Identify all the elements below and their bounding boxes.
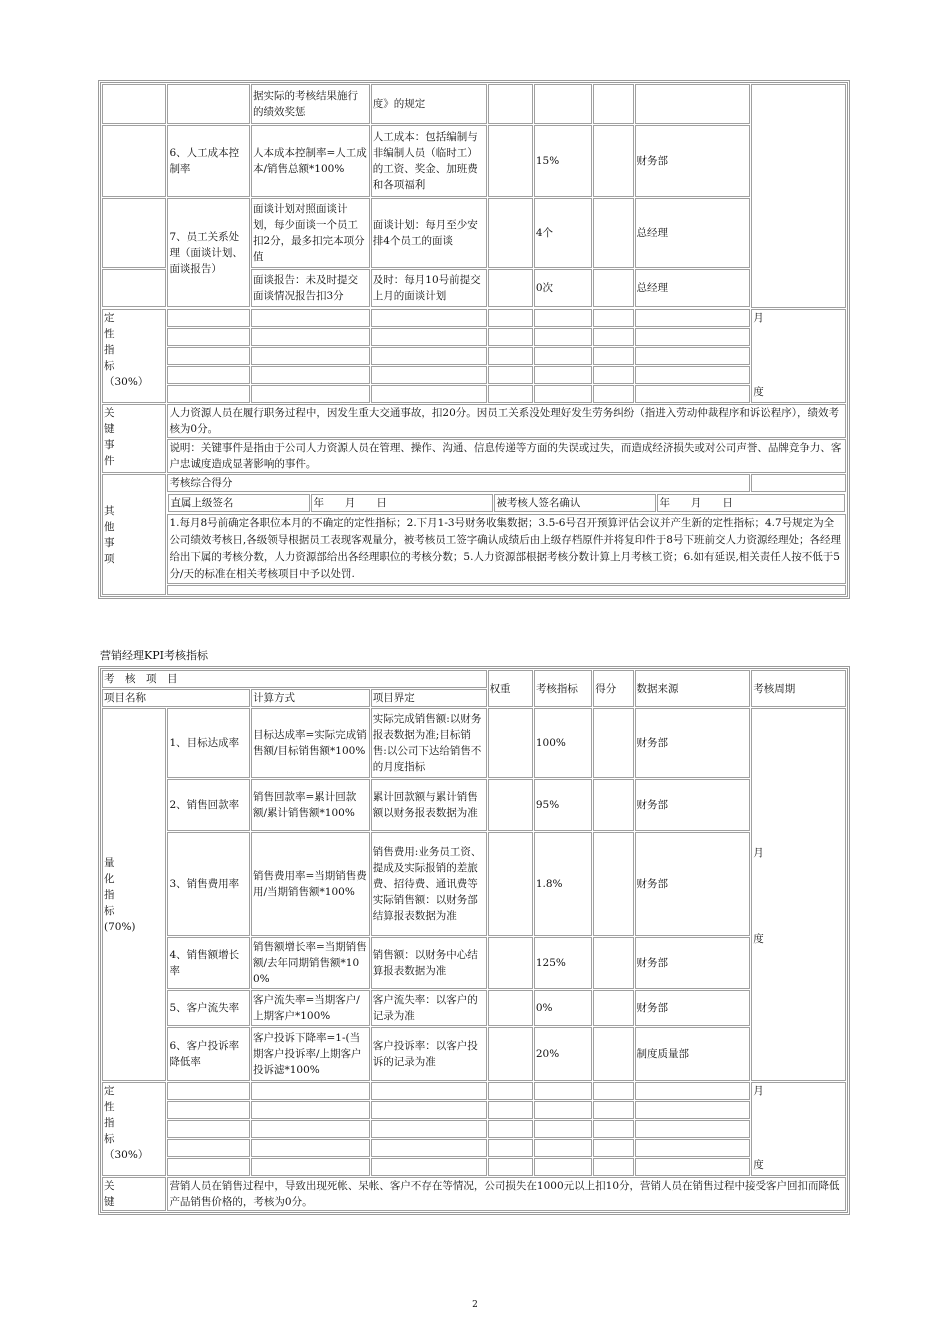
item-name: 4、销售额增长率	[167, 937, 250, 989]
label-line: 关	[104, 1180, 115, 1192]
scope-cell: 实际完成销售额:以财务报表数据为准;目标销售:以公司下达给销售不的月度指标	[371, 708, 487, 778]
table-row	[102, 474, 846, 492]
weight-cell	[488, 779, 533, 831]
target-cell: 20%	[534, 1027, 592, 1081]
label-line: 事	[104, 536, 115, 549]
date-field: 年 月 日	[657, 494, 845, 512]
score-cell	[593, 832, 633, 936]
table-row	[102, 493, 846, 513]
scope-cell: 客户流失率：以客户的记录为准	[371, 990, 487, 1026]
method-cell: 面谈计划对照面谈计划，每少面谈一个员工扣2分，最多扣完本项分值	[251, 198, 370, 268]
header-scope: 项目界定	[371, 689, 487, 707]
score-cell	[593, 937, 633, 989]
method-cell: 人本成本控制率=人工成本/销售总额*100%	[251, 125, 370, 197]
cell	[534, 84, 592, 124]
score-cell	[593, 1027, 633, 1081]
table-row	[102, 404, 846, 438]
page-number: 2	[472, 1300, 478, 1310]
weight-cell	[488, 198, 533, 268]
item-name: 7、员工关系处理（面谈计划、面谈报告）	[167, 198, 250, 307]
label-line: 性	[104, 1101, 115, 1113]
label-line: 性	[104, 328, 115, 340]
weight-cell	[488, 1027, 533, 1081]
item-name: 5、客户流失率	[167, 990, 250, 1026]
table-row	[102, 1177, 846, 1211]
weight-cell	[488, 708, 533, 778]
scope-text: 销售费用:业务员工资、提成及实际报销的差旅费、招待费、通讯费等	[372, 846, 482, 890]
method-cell: 据实际的考核结果施行的绩效奖惩	[251, 84, 370, 124]
scope-cell: 度》的规定	[371, 84, 487, 124]
cell	[635, 84, 751, 124]
score-cell	[593, 990, 633, 1026]
weight-cell	[488, 269, 533, 307]
weight-cell	[488, 125, 533, 197]
score-cell	[593, 708, 633, 778]
period-top: 月	[753, 847, 764, 859]
table-row	[102, 1082, 846, 1100]
key-event-text: 人力资源人员在履行职务过程中，因发生重大交通事故，扣20分。因员工关系没处理好发生劳务纠纷（指进入劳动仲裁程序和诉讼程序），绩效考核为0分。	[167, 404, 846, 438]
label-line: 量	[104, 856, 115, 869]
source-cell: 总经理	[635, 198, 751, 268]
label-line: 他	[104, 520, 115, 533]
label-line: 定	[104, 312, 115, 324]
cell	[593, 84, 633, 124]
header-method: 计算方式	[251, 689, 370, 707]
label-line: 指	[104, 1117, 115, 1129]
target-cell: 1.8%	[534, 832, 592, 936]
cell	[167, 84, 250, 124]
total-score-label: 考核综合得分	[167, 474, 750, 492]
source-cell: 财务部	[635, 125, 751, 197]
header-source: 数据来源	[635, 670, 751, 707]
method-cell: 面谈报告：未及时提交面谈情况报告扣3分	[251, 269, 370, 307]
method-cell: 客户流失率=当期客户/上期客户*100%	[251, 990, 370, 1026]
header-score: 得分	[593, 670, 633, 707]
cell	[102, 269, 166, 307]
label-line: 键	[104, 1196, 115, 1208]
label-line: 关	[104, 407, 115, 419]
table-row	[102, 708, 846, 778]
qual-label	[102, 309, 166, 403]
header-weight: 权重	[488, 670, 533, 707]
hr-kpi-table	[98, 80, 850, 599]
label-line: （30%）	[104, 376, 149, 388]
date-field: 年 月 日	[311, 494, 493, 512]
label-line: 标	[104, 1133, 115, 1145]
source-cell: 财务部	[635, 937, 751, 989]
score-cell	[593, 125, 633, 197]
table-row	[102, 439, 846, 473]
table-row	[102, 990, 846, 1026]
label-line: 指	[104, 888, 115, 901]
table-row	[102, 125, 846, 197]
method-cell: 目标达成率=实际完成销售额/目标销售额*100%	[251, 708, 370, 778]
period-cell	[751, 84, 846, 308]
table-row	[102, 198, 846, 268]
period-bottom: 度	[753, 933, 764, 945]
cell	[102, 198, 166, 268]
score-cell	[593, 269, 633, 307]
source-cell: 财务部	[635, 990, 751, 1026]
period-top: 月	[753, 312, 764, 324]
qual-label	[102, 1082, 166, 1176]
notes-text: 1.每月8号前确定各职位本月的不确定的定性指标；2.下月1-3号财务收集数据；3.5-6号召开预算评估会议并产生新的定性指标；4.7号规定为全公司绩效考核日,各级领导根据员工表现客观量分，被考核员工签字确认成绩后由上级存档原件并将复印件于8号下班前交人力资源经理处；各经理给出下属的考核分数，人力资源部给出各经理职位的考核分数；5.人力资源部根据考核分数计算上月考核工资；6.如有延误,相关责任人按不低于5分/天的标准在相关考核项目中予以处罚.	[167, 514, 846, 584]
item-name: 6、客户投诉率降低率	[167, 1027, 250, 1081]
table-row	[102, 937, 846, 989]
score-cell	[593, 198, 633, 268]
scope-cell: 面谈计划：每月至少安排4个员工的面谈	[371, 198, 487, 268]
examinee-sign-label: 被考核人签名确认	[494, 494, 656, 512]
key-event-label	[102, 1177, 166, 1211]
period-cell	[751, 309, 846, 403]
target-cell: 4个	[534, 198, 592, 268]
source-cell: 财务部	[635, 832, 751, 936]
table-row	[102, 832, 846, 936]
marketing-kpi-table	[98, 666, 850, 1215]
cell	[102, 125, 166, 197]
label-line: 项	[104, 552, 115, 565]
target-cell: 15%	[534, 125, 592, 197]
period-cell	[751, 1082, 846, 1176]
label-line: （30%）	[104, 1149, 149, 1161]
method-cell: 销售回款率=累计回款额/累计销售额*100%	[251, 779, 370, 831]
item-name: 1、目标达成率	[167, 708, 250, 778]
supervisor-sign-label: 直属上级签名	[168, 494, 310, 512]
cell	[488, 84, 533, 124]
key-event-text: 营销人员在销售过程中，导致出现死帐、呆帐、客户不存在等情况，公司损失在1000元以上扣10分，营销人员在销售过程中接受客户回扣而降低产品销售价格的，考核为0分。	[167, 1177, 846, 1211]
item-name: 6、人工成本控制率	[167, 125, 250, 197]
period-cell	[751, 708, 846, 1081]
source-cell: 总经理	[635, 269, 751, 307]
cell	[102, 84, 166, 124]
table-row	[102, 84, 846, 124]
target-cell: 0次	[534, 269, 592, 307]
header-row	[102, 670, 846, 688]
label-line: 键	[104, 423, 115, 435]
scope-text: 实际销售额：以财务部结算报表数据为准	[372, 894, 478, 922]
key-event-note: 说明：关键事件是指由于公司人力资源人员在管理、操作、沟通、信息传递等方面的失误或过失，而造成经济损失或对公司声誉、品牌竞争力、客户忠诚度造成显著影响的事件。	[167, 439, 846, 473]
label-line: 标	[104, 904, 115, 917]
weight-cell	[488, 937, 533, 989]
label-line: 化	[104, 872, 115, 885]
key-event-label	[102, 404, 166, 473]
header-item: 考 核 项 目	[102, 670, 487, 688]
item-name: 2、销售回款率	[167, 779, 250, 831]
method-cell: 客户投诉下降率=1-(当期客户投诉率/上期客户投诉滤*100%	[251, 1027, 370, 1081]
period-bottom: 度	[753, 1159, 764, 1171]
source-cell: 财务部	[635, 708, 751, 778]
label-line: 指	[104, 344, 115, 356]
header-name: 项目名称	[102, 689, 250, 707]
target-cell: 95%	[534, 779, 592, 831]
scope-cell: 人工成本：包括编制与非编制人员（临时工）的工资、奖金、加班费和各项福利	[371, 125, 487, 197]
table-row	[102, 309, 846, 327]
total-score-value	[751, 474, 846, 492]
label-line: 标	[104, 360, 115, 372]
section-title: 营销经理KPI考核指标	[100, 649, 208, 662]
item-name: 3、销售费用率	[167, 832, 250, 936]
scope-cell	[371, 832, 487, 936]
label-line: 件	[104, 455, 115, 467]
target-cell: 125%	[534, 937, 592, 989]
weight-cell	[488, 990, 533, 1026]
quant-label	[102, 708, 166, 1081]
source-cell: 财务部	[635, 779, 751, 831]
weight-cell	[488, 832, 533, 936]
label-line: 其	[104, 504, 115, 517]
score-cell	[593, 779, 633, 831]
label-line: (70%)	[104, 920, 136, 933]
target-cell: 0%	[534, 990, 592, 1026]
source-cell: 制度质量部	[635, 1027, 751, 1081]
label-line: 事	[104, 439, 115, 451]
table-row	[102, 514, 846, 584]
scope-cell: 及时：每月10号前提交上月的面谈计划	[371, 269, 487, 307]
scope-cell: 累计回款额与累计销售额以财务报表数据为准	[371, 779, 487, 831]
period-bottom: 度	[753, 386, 764, 398]
header-period: 考核周期	[751, 670, 846, 707]
method-cell: 销售费用率=当期销售费用/当期销售额*100%	[251, 832, 370, 936]
other-label	[102, 474, 166, 595]
label-line: 定	[104, 1085, 115, 1097]
header-target: 考核指标	[534, 670, 592, 707]
scope-cell: 销售额：以财务中心结算报表数据为准	[371, 937, 487, 989]
table-row	[102, 1027, 846, 1081]
method-cell: 销售额增长率=当期销售额/去年同期销售额*100%	[251, 937, 370, 989]
target-cell: 100%	[534, 708, 592, 778]
period-top: 月	[753, 1085, 764, 1097]
scope-cell: 客户投诉率：以客户投诉的记录为准	[371, 1027, 487, 1081]
table-row	[102, 779, 846, 831]
